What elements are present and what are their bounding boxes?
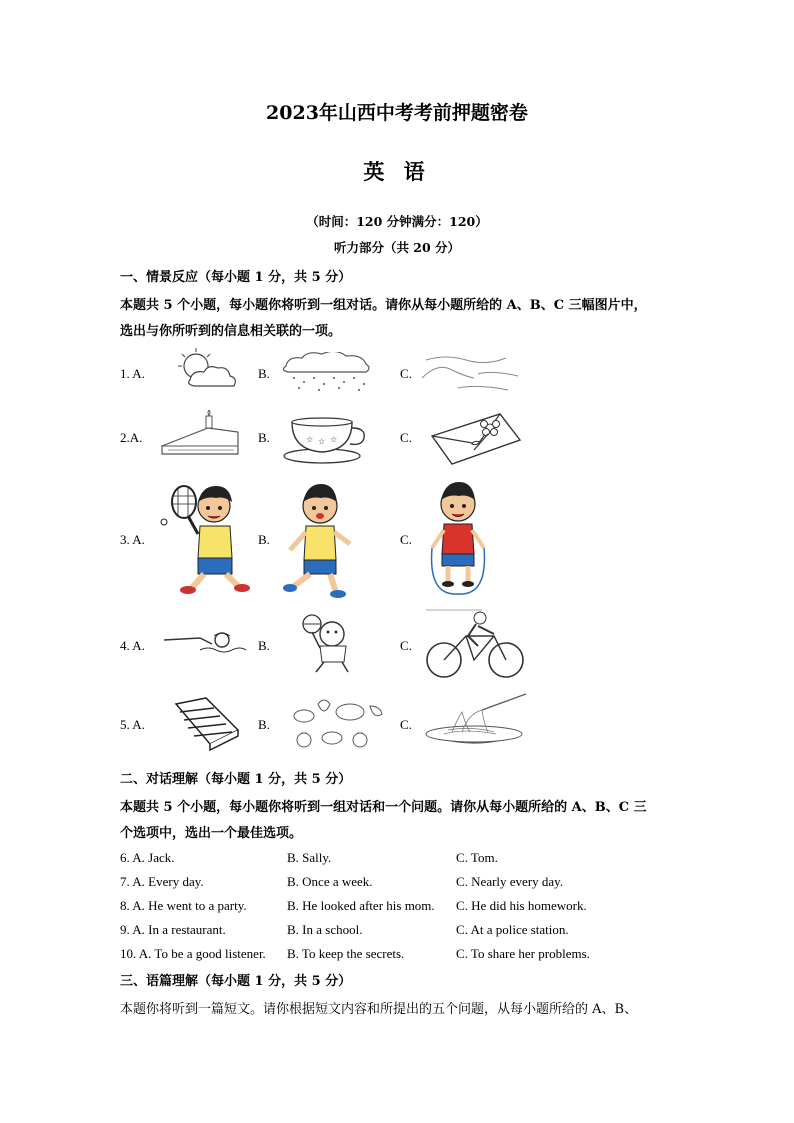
q5-label-c: C.: [400, 717, 412, 732]
q9-option-c[interactable]: C. At a police station.: [456, 922, 569, 937]
boy-tennis-icon[interactable]: [158, 478, 254, 598]
q4-label-b: B.: [258, 638, 270, 653]
sun-cloud-icon[interactable]: [160, 346, 244, 392]
svg-text:☆: ☆: [306, 435, 314, 444]
teacup-icon[interactable]: [282, 412, 372, 466]
listening-note: 听力部分（共 20 分）: [333, 240, 461, 255]
subject-title: 英 语: [363, 159, 431, 184]
layer-cake-icon[interactable]: [170, 694, 242, 752]
section2-instructions-line2: 个选项中，选出一个最佳选项。: [120, 826, 303, 841]
q9-option-a[interactable]: 9. A. In a restaurant.: [120, 922, 226, 937]
q5-label-a: 5. A.: [120, 717, 145, 732]
q10-option-c[interactable]: C. To share her problems.: [456, 946, 590, 961]
svg-text:☆: ☆: [318, 437, 326, 446]
q8-option-b[interactable]: B. He looked after his mom.: [287, 898, 435, 913]
boy-running-icon[interactable]: [280, 480, 360, 600]
q2-label-c: C.: [400, 430, 412, 445]
q7-option-b[interactable]: B. Once a week.: [287, 874, 373, 889]
cake-slice-icon[interactable]: [158, 410, 244, 462]
boy-jump-rope-icon[interactable]: [418, 478, 498, 598]
section2-instructions-line1: 本题共 5 个小题，每小题你将听到一组对话和一个问题。请你从每小题所给的 A、B、C 三: [120, 800, 647, 815]
q6-option-c[interactable]: C. Tom.: [456, 850, 498, 865]
swimming-icon[interactable]: [160, 622, 250, 662]
q1-label-c: C.: [400, 366, 412, 381]
q10-option-b[interactable]: B. To keep the secrets.: [287, 946, 405, 961]
q10-option-a[interactable]: 10. A. To be a good listener.: [120, 946, 266, 961]
vegetables-icon[interactable]: [284, 694, 388, 754]
q4-label-c: C.: [400, 638, 412, 653]
q1-label-a: 1. A.: [120, 366, 145, 381]
q4-label-a: 4. A.: [120, 638, 145, 653]
page-title: 2023年山西中考考前押题密卷: [266, 102, 528, 124]
q3-label-b: B.: [258, 532, 270, 547]
section1-heading: 一、情景反应（每小题 1 分，共 5 分）: [120, 270, 352, 285]
q9-option-b[interactable]: B. In a school.: [287, 922, 363, 937]
basketball-player-icon[interactable]: [290, 612, 360, 674]
svg-text:☆: ☆: [330, 435, 338, 444]
wind-icon[interactable]: [418, 348, 528, 394]
cycling-icon[interactable]: [422, 606, 528, 680]
noodles-icon[interactable]: [422, 690, 528, 754]
section3-instructions-line1: 本题你将听到一篇短文。请你根据短文内容和所提出的五个问题，从每小题所给的 A、B、: [120, 1002, 638, 1017]
q3-label-c: C.: [400, 532, 412, 547]
letter-flower-icon[interactable]: [428, 410, 524, 466]
time-note: （时间：120 分钟满分：120）: [306, 214, 488, 229]
section3-heading: 三、语篇理解（每小题 1 分，共 5 分）: [120, 974, 352, 989]
section1-instructions-line2: 选出与你所听到的信息相关联的一项。: [120, 324, 342, 339]
q8-option-a[interactable]: 8. A. He went to a party.: [120, 898, 247, 913]
q2-label-b: B.: [258, 430, 270, 445]
q3-label-a: 3. A.: [120, 532, 145, 547]
q5-label-b: B.: [258, 717, 270, 732]
q7-option-c[interactable]: C. Nearly every day.: [456, 874, 564, 889]
q6-option-b[interactable]: B. Sally.: [287, 850, 332, 865]
q1-label-b: B.: [258, 366, 270, 381]
q2-label-a: 2.A.: [120, 430, 143, 445]
section2-heading: 二、对话理解（每小题 1 分，共 5 分）: [120, 772, 352, 787]
rain-cloud-icon[interactable]: [280, 352, 376, 394]
q7-option-a[interactable]: 7. A. Every day.: [120, 874, 204, 889]
q8-option-c[interactable]: C. He did his homework.: [456, 898, 587, 913]
section1-instructions-line1: 本题共 5 个小题，每小题你将听到一组对话。请你从每小题所给的 A、B、C 三幅图片中，: [120, 298, 647, 313]
q6-option-a[interactable]: 6. A. Jack.: [120, 850, 175, 865]
